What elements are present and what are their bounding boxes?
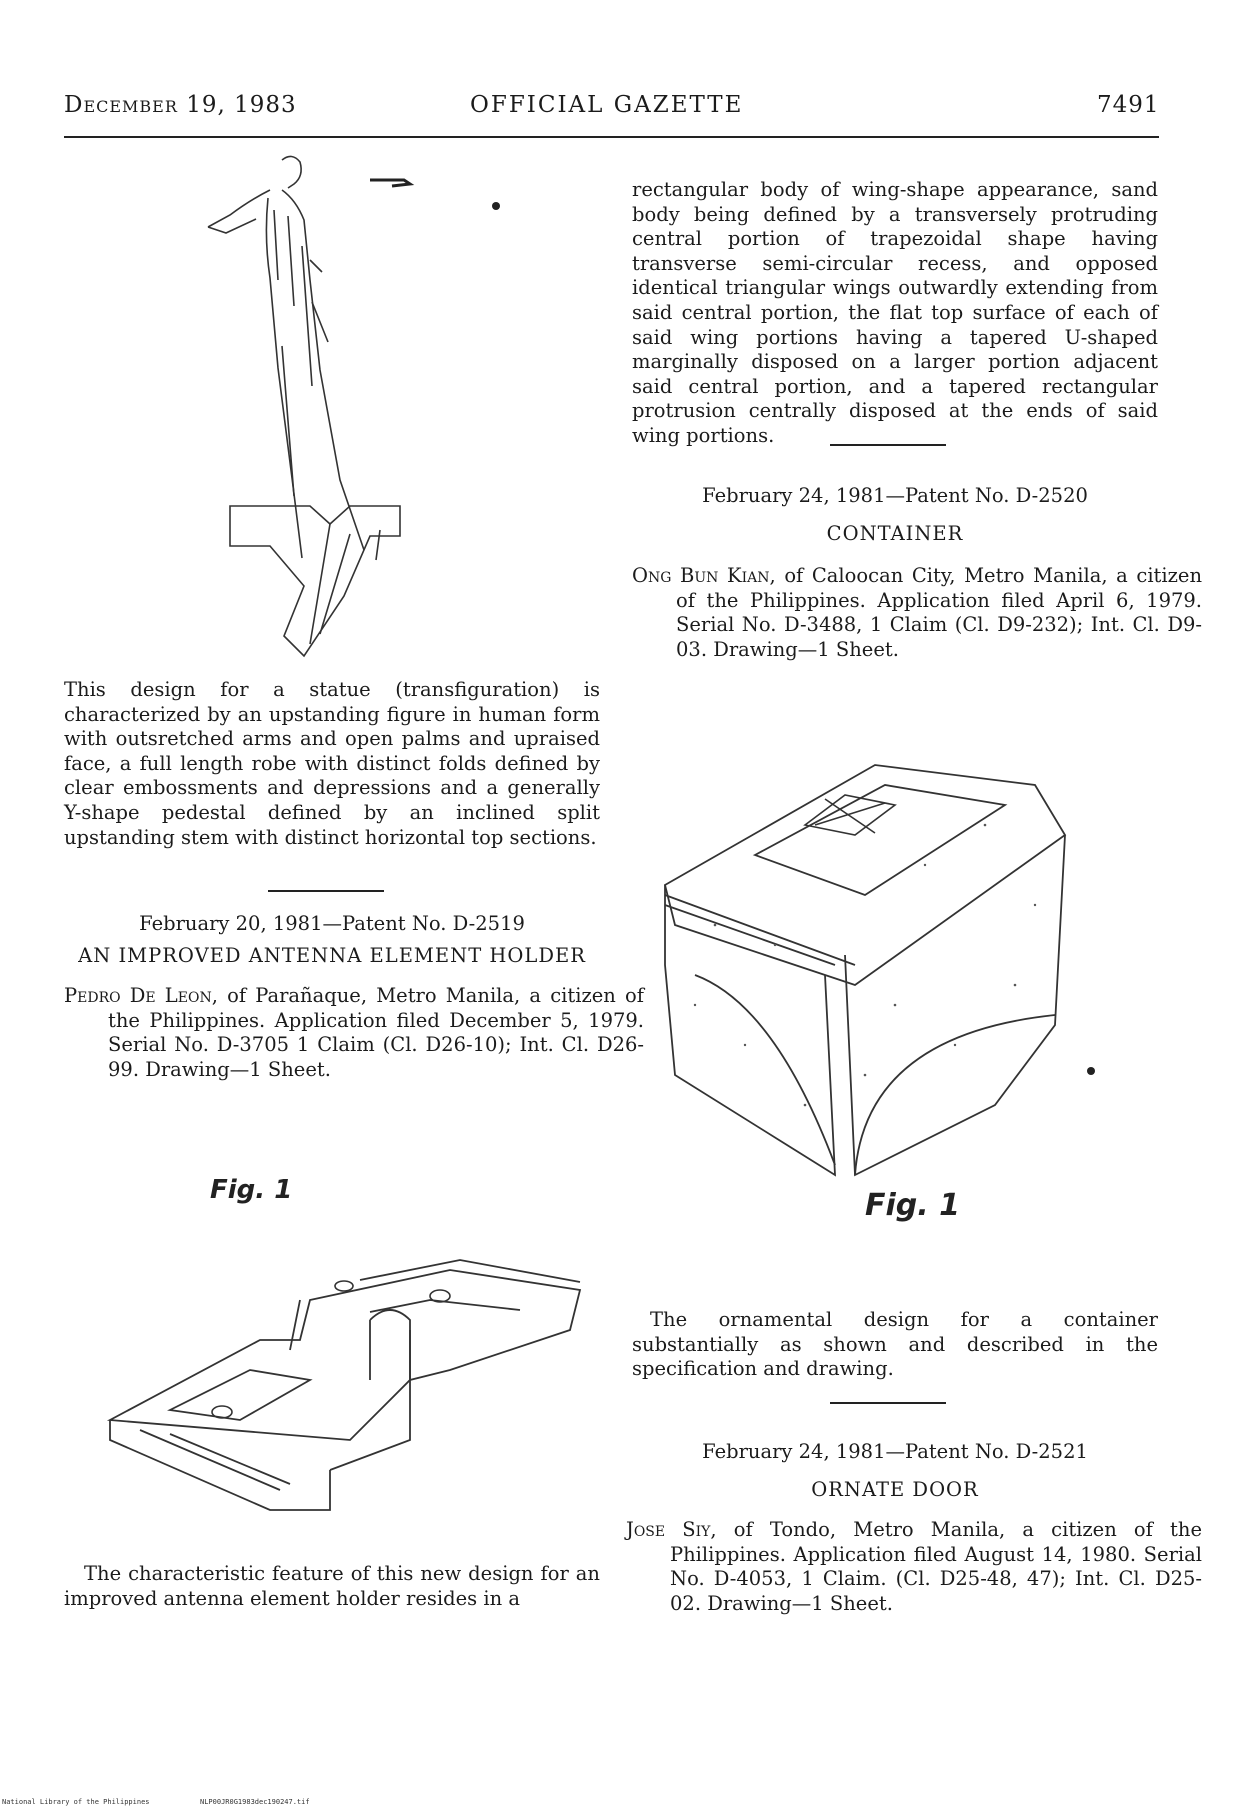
patent-2519-info: of Parañaque, Metro Manila, a citizen of the Philippines. Application filed December 5, 1979. Serial No. D-3705 1 Claim (Cl. D26-10); Int. Cl. D26-99. Drawing—1 Sheet. xyxy=(108,984,644,1081)
container-drawing xyxy=(655,745,1105,1225)
patent-2520-info: of Caloocan City, Metro Manila, a citizen of the Philippines. Application filed April 6, 1979. Serial No. D-3488, 1 Claim (Cl. D9-232); Int. Cl. D9-03. Drawing—1 Sheet. xyxy=(676,564,1203,661)
patent-2520-title: CONTAINER xyxy=(826,522,964,545)
antenna-holder-drawing xyxy=(80,1160,600,1510)
patent-2521-title: ORNATE DOOR xyxy=(811,1478,979,1501)
section-divider xyxy=(830,444,946,446)
header-rule xyxy=(64,136,1159,138)
issue-date: December 19, 1983 xyxy=(64,92,297,118)
patent-2521-details xyxy=(626,1518,1202,1616)
continued-description: rectangular body of wing-shape appearance, sand body being defined by a transversely protruding central portion of trapezoidal shape having transverse semi-circular recess, and opposed identical triangular wings outwardly extending from said central portion, the flat top surface of each of said wing portions having a tapered U-shaped marginally disposed on a larger portion adjacent said central portion, and a tapered rectangular protrusion centrally disposed at the ends of said wing portions. xyxy=(632,178,1158,447)
patent-2520-date: February 24, 1981—Patent No. D-2520 xyxy=(702,484,1088,507)
section-divider xyxy=(830,1402,946,1404)
footer-library: National Library of the Philippines xyxy=(2,1798,150,1806)
patent-2519-date: February 20, 1981—Patent No. D-2519 xyxy=(139,912,525,935)
patent-2519-details xyxy=(64,984,644,1082)
patent-2519-description: The characteristic feature of this new design for an improved antenna element holder resides in a xyxy=(64,1562,600,1610)
statue-description: This design for a statue (transfiguration) is characterized by an upstanding figure in human form with outsretched arms and open palms and upraised face, a full length robe with distinct folds defined by clear embossments and depressions and a generally Y-shape pedestal defined by an inclined split upstanding stem with distinct horizontal top sections. xyxy=(64,678,600,849)
section-divider xyxy=(268,890,384,892)
patent-2521-inventor: Jose Siy, xyxy=(626,1518,717,1541)
patent-2521-date: February 24, 1981—Patent No. D-2521 xyxy=(702,1440,1088,1463)
page-number: 7491 xyxy=(1097,92,1160,118)
patent-2521-info: of Tondo, Metro Manila, a citizen of the Philippines. Application filed August 14, 1980. Serial No. D-4053, 1 Claim. (Cl. D25-48, 47); Int. Cl. D25-02. Drawing—1 Sheet. xyxy=(670,1518,1202,1615)
container-figure-label: Fig. 1 xyxy=(865,1188,960,1223)
patent-2520-details xyxy=(632,564,1202,662)
publication-title: OFFICIAL GAZETTE xyxy=(470,92,744,118)
patent-2520-inventor: Ong Bun Kian, xyxy=(632,564,776,587)
statue-drawing xyxy=(170,150,520,640)
patent-2519-title: AN IMPROVED ANTENNA ELEMENT HOLDER xyxy=(78,944,586,967)
footer-file: NLP00JR0G1983dec190247.tif xyxy=(200,1798,310,1806)
patent-2520-description: The ornamental design for a container substantially as shown and described in the specification and drawing. xyxy=(632,1308,1158,1381)
patent-2519-inventor: Pedro De Leon, xyxy=(64,984,218,1007)
antenna-figure-label: Fig. 1 xyxy=(210,1175,293,1205)
